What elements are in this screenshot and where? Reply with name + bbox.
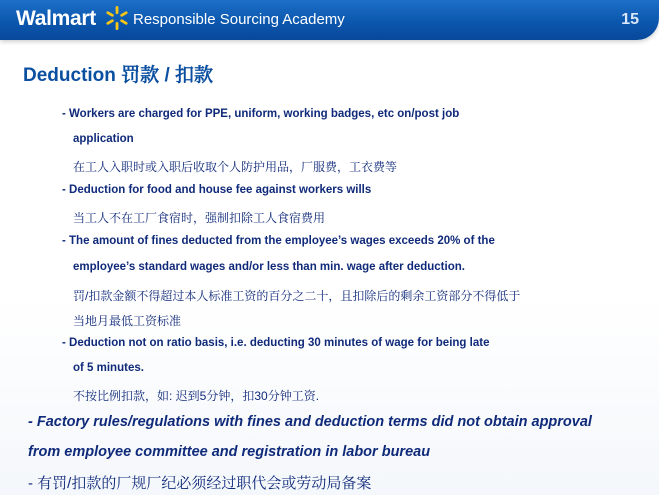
page-number: 15 [621, 11, 639, 28]
bullet-4-en-line-2: of 5 minutes. [73, 362, 144, 374]
walmart-spark-icon [104, 5, 130, 31]
bullet-2-en: - Deduction for food and house fee against workers wills [62, 184, 372, 196]
bullet-3-zh-line-2: 当地月最低工资标准 [73, 314, 182, 328]
header-bar [0, 0, 659, 40]
bullet-1-en-line-2: application [73, 133, 134, 145]
academy-title: Responsible Sourcing Academy [133, 11, 345, 28]
footer-en-line-2: from employee committee and registration in labor bureau [28, 444, 431, 460]
bullet-2-zh: 当工人不在工厂食宿时，强制扣除工人食宿费用 [73, 211, 326, 225]
bullet-3-en-line-1: - The amount of fines deducted from the employee’s wages exceeds 20% of the [62, 235, 495, 247]
bullet-4-en-line-1: - Deduction not on ratio basis, i.e. deducting 30 minutes of wage for being late [62, 337, 490, 349]
bullet-3-en-line-2: employee’s standard wages and/or less than min. wage after deduction. [73, 261, 465, 273]
walmart-logo: Walmart [16, 7, 96, 30]
footer-zh: - 有罚/扣款的厂规厂纪必须经过职代会或劳动局备案 [28, 475, 372, 492]
bullet-3-zh-line-1: 罚/扣款金额不得超过本人标准工资的百分之二十，且扣除后的剩余工资部分不得低于 [73, 289, 521, 303]
footer-en-line-1: - Factory rules/regulations with fines and deduction terms did not obtain approval [28, 414, 592, 430]
slide-title: Deduction 罚款 / 扣款 [23, 65, 214, 86]
bullet-1-zh: 在工人入职时或入职后收取个人防护用品，厂服费，工衣费等 [73, 160, 398, 174]
bullet-4-zh: 不按比例扣款，如: 迟到5分钟，扣30分钟工资. [73, 389, 320, 403]
bullet-1-en-line-1: - Workers are charged for PPE, uniform, working badges, etc on/post job [62, 108, 460, 120]
